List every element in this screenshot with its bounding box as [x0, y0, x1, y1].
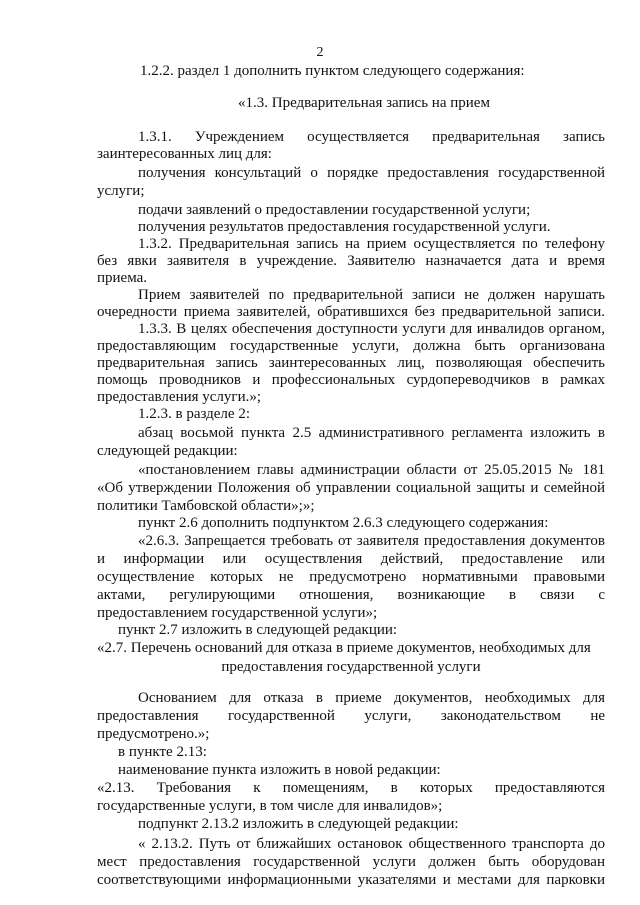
- paragraph-line: «постановлением главы администрации области от 25.05.2015 № 181: [138, 462, 605, 478]
- paragraph-line: без явки заявителя в учреждение. Заявителю назначается дата и время: [97, 253, 605, 269]
- paragraph-line: 1.3.1. Учреждением осуществляется предварительная запись: [138, 129, 605, 145]
- paragraph-line: 1.3.2. Предварительная запись на прием осуществляется по телефону: [138, 236, 605, 252]
- paragraph-line: пункт 2.7 изложить в следующей редакции:: [118, 622, 398, 638]
- paragraph-line: следующей редакции:: [97, 443, 238, 459]
- section-heading: предоставления государственной услуги: [221, 659, 481, 675]
- paragraph-line: соответствующими информационными указателями и местами для парковки: [97, 872, 605, 888]
- paragraph-line: и информации или осуществления действий, предоставление или: [97, 551, 605, 567]
- paragraph-line: Основанием для отказа в приеме документов, необходимых для: [138, 690, 605, 706]
- paragraph-line: получения консультаций о порядке предоставления государственной: [138, 165, 605, 181]
- paragraph-line: получения результатов предоставления государственной услуги.: [138, 219, 551, 235]
- paragraph-line: мест предоставления государственной услуги должен быть оборудован: [97, 854, 605, 870]
- paragraph-line: «2.13. Требования к помещениям, в которых предоставляются: [97, 780, 605, 796]
- paragraph-line: пункт 2.6 дополнить подпунктом 2.6.3 следующего содержания:: [138, 515, 549, 531]
- paragraph-line: «Об утверждении Положения об управлении социальной защиты и семейной: [97, 480, 605, 496]
- paragraph-line: 1.2.2. раздел 1 дополнить пунктом следующего содержания:: [140, 63, 525, 79]
- paragraph-line: наименование пункта изложить в новой редакции:: [118, 762, 441, 778]
- paragraph-line: 1.2.3. в разделе 2:: [138, 406, 250, 422]
- paragraph-line: Прием заявителей по предварительной записи не должен нарушать: [138, 287, 605, 303]
- paragraph-line: государственные услуги, в том числе для инвалидов»;: [97, 798, 443, 814]
- paragraph-line: в пункте 2.13:: [118, 744, 207, 760]
- paragraph-line: предоставляющим государственные услуги, должна быть организована: [97, 338, 605, 354]
- paragraph-line: предусмотрено.»;: [97, 726, 210, 742]
- page-number: 2: [316, 45, 324, 60]
- paragraph-line: подпункт 2.13.2 изложить в следующей редакции:: [138, 816, 459, 832]
- paragraph-line: « 2.13.2. Путь от ближайших остановок общественного транспорта до: [138, 836, 605, 852]
- paragraph-line: политики Тамбовской области»;»;: [97, 498, 315, 514]
- paragraph-line: актами, регулирующими отношения, возникающие в связи с: [97, 587, 605, 603]
- paragraph-line: помощь проводников и профессиональных сурдопереводчиков в рамках: [97, 372, 605, 388]
- paragraph-line: услуги;: [97, 183, 145, 199]
- paragraph-line: предоставления государственной услуги, законодательством не: [97, 708, 605, 724]
- paragraph-line: предоставлением государственной услуги»;: [97, 605, 378, 621]
- section-heading: «2.7. Перечень оснований для отказа в приеме документов, необходимых для: [97, 640, 591, 656]
- paragraph-line: подачи заявлений о предоставлении государственной услуги;: [138, 202, 531, 218]
- paragraph-line: очередности приема заявителей, обратившихся без предварительной записи.: [97, 304, 605, 320]
- paragraph-line: абзац восьмой пункта 2.5 административного регламента изложить в: [138, 425, 605, 441]
- paragraph-line: приема.: [97, 270, 148, 286]
- section-heading: «1.3. Предварительная запись на прием: [238, 95, 490, 111]
- paragraph-line: «2.6.3. Запрещается требовать от заявителя предоставления документов: [138, 533, 605, 549]
- paragraph-line: предварительная запись заинтересованных лиц, позволяющая обеспечить: [97, 355, 605, 371]
- paragraph-line: осуществление которых не предусмотрено нормативными правовыми: [97, 569, 605, 585]
- paragraph-line: заинтересованных лиц для:: [97, 146, 272, 162]
- paragraph-line: 1.3.3. В целях обеспечения доступности услуги для инвалидов органом,: [138, 321, 605, 337]
- paragraph-line: предоставления услуги.»;: [97, 389, 262, 405]
